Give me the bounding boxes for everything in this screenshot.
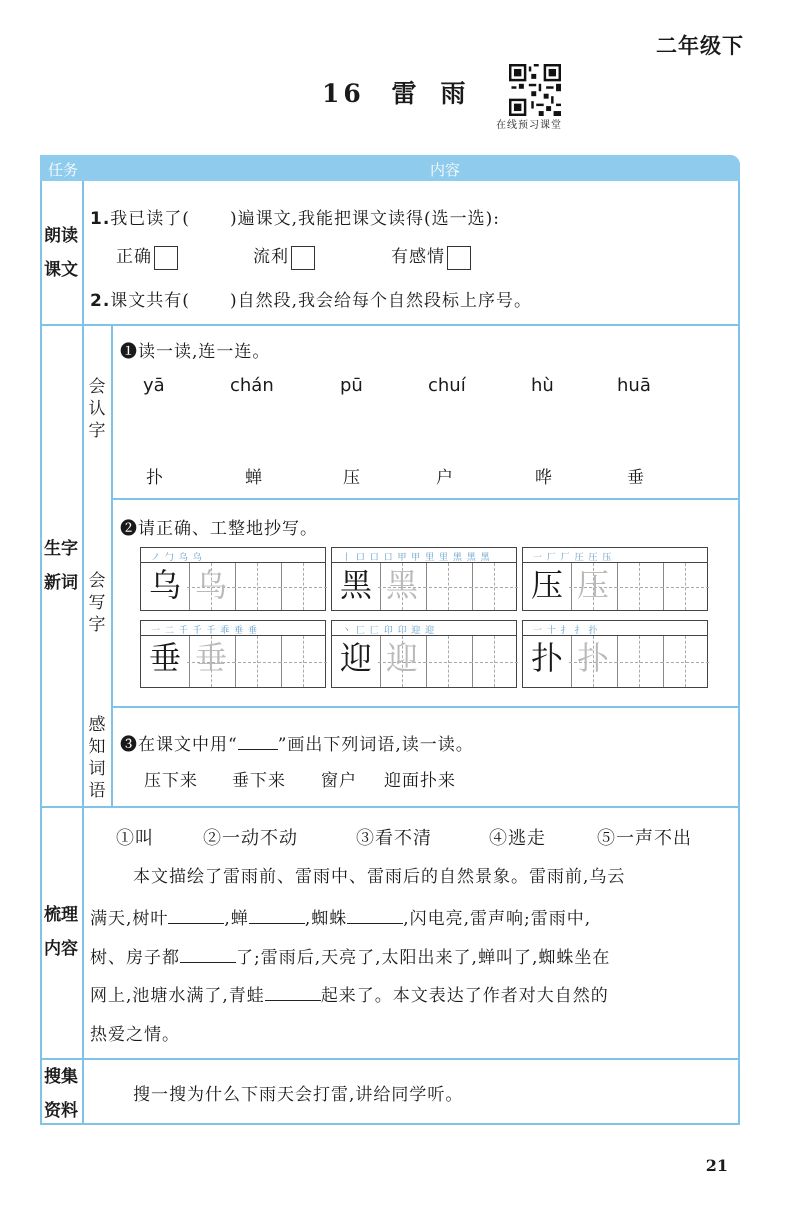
lesson-title: [322, 74, 490, 110]
header-task: 任务: [48, 161, 79, 179]
model-character: 迎: [339, 639, 372, 677]
header-content: 内容: [430, 161, 461, 179]
writing-cell[interactable]: [661, 563, 709, 610]
model-character: 扑: [530, 639, 563, 677]
pinyin-item[interactable]: pū: [340, 375, 363, 396]
writing-cell[interactable]: [424, 563, 473, 610]
fill-blank[interactable]: [265, 982, 321, 1001]
checkbox[interactable]: [291, 246, 315, 270]
section-label-research: 搜集 资料: [44, 1067, 78, 1121]
row-divider: [40, 324, 740, 326]
perceive-word: 压下来: [144, 771, 198, 791]
checkbox[interactable]: [447, 246, 471, 270]
hanzi-item[interactable]: 户: [436, 468, 453, 488]
stroke-order: 丨 口 口 口 甲 甲 里 里 黑 黑 黑: [342, 553, 491, 563]
stroke-order: 丶 匚 匚 卬 卬 迎 迎: [342, 626, 436, 636]
summary-line: 本文描绘了雷雨前、雷雨中、雷雨后的自然景象。雷雨前,乌云: [133, 867, 626, 887]
writing-cell[interactable]: [615, 636, 664, 687]
lesson-title-char: 雷: [391, 79, 421, 108]
writing-box: [522, 547, 708, 611]
pinyin-item[interactable]: hù: [531, 375, 554, 396]
qr-label: 在线预习课堂: [496, 120, 562, 131]
sub-label-perceive: 感 知 词 语: [88, 715, 106, 801]
fill-blank[interactable]: [168, 905, 224, 924]
perceive-word: 迎面扑来: [384, 771, 456, 791]
model-character: 乌: [148, 566, 181, 604]
writing-cell[interactable]: [279, 636, 327, 687]
writing-cell[interactable]: [233, 563, 282, 610]
grade-label: 二年级下: [656, 34, 744, 58]
choice-item: ②一动不动: [203, 828, 298, 849]
trace-character: 乌: [194, 566, 227, 604]
writing-box: [331, 620, 517, 688]
trace-character: 扑: [576, 639, 609, 677]
trace-character: 垂: [194, 639, 227, 677]
perceive-instruction: ❸在课文中用“ ”画出下列词语,读一读。: [120, 730, 474, 755]
page-number: 21: [705, 1156, 728, 1175]
qr-code-icon[interactable]: [509, 64, 561, 116]
model-character: 压: [530, 566, 563, 604]
sub-label-recognize: 会 认 字: [88, 377, 106, 441]
trace-character: 迎: [385, 639, 418, 677]
row-divider: [111, 706, 740, 708]
research-task: 搜一搜为什么下雨天会打雷,讲给同学听。: [133, 1085, 464, 1105]
summary-line: 热爱之情。: [90, 1025, 180, 1045]
pinyin-item[interactable]: chán: [230, 375, 274, 396]
pinyin-item[interactable]: yā: [143, 375, 165, 396]
model-character: 黑: [339, 566, 372, 604]
trace-character: 压: [576, 566, 609, 604]
summary-line: 树、房子都 了;雷雨后,天亮了,太阳出来了,蝉叫了,蜘蛛坐在: [90, 943, 610, 968]
section-label-summary: 梳理 内容: [44, 905, 78, 959]
sub-column-divider: [111, 325, 113, 807]
hanzi-item[interactable]: 哗: [535, 468, 552, 488]
lesson-number: 16: [322, 79, 365, 108]
hanzi-item[interactable]: 压: [343, 468, 360, 488]
stroke-order: 一 十 扌 扌 扑: [533, 626, 599, 636]
fill-blank[interactable]: [249, 905, 305, 924]
reading-option: 流利: [253, 242, 315, 270]
fill-blank[interactable]: [347, 905, 403, 924]
stroke-order: 一 厂 厂 圧 圧 压: [533, 553, 613, 563]
pinyin-item[interactable]: chuí: [428, 375, 466, 396]
section-label-new-words: 生字 新词: [44, 539, 78, 593]
reading-option: 正确: [116, 242, 178, 270]
row-divider: [40, 806, 740, 808]
pinyin-item[interactable]: huā: [617, 375, 651, 396]
writing-cell[interactable]: [424, 636, 473, 687]
row-divider: [40, 1058, 740, 1060]
writing-box: [140, 620, 326, 688]
writing-cell[interactable]: [470, 563, 518, 610]
stroke-order: 一 二 千 千 千 乖 垂 垂: [151, 626, 259, 636]
fill-blank[interactable]: [180, 944, 236, 963]
writing-cell[interactable]: [233, 636, 282, 687]
reading-option: 有感情: [391, 242, 471, 270]
writing-cell[interactable]: [279, 563, 327, 610]
writing-box: [522, 620, 708, 688]
choice-item: ⑤一声不出: [597, 828, 692, 849]
writing-cell[interactable]: [615, 563, 664, 610]
hanzi-item[interactable]: 垂: [627, 468, 644, 488]
row-divider: [111, 498, 740, 500]
reading-question-2: 2.课文共有( )自然段,我会给每个自然段标上序号。: [90, 291, 532, 311]
stroke-order: ノ 勹 乌 乌: [151, 553, 203, 563]
writing-cell[interactable]: [470, 636, 518, 687]
writing-box: [331, 547, 517, 611]
table-header: [40, 155, 740, 181]
summary-line: 满天,树叶 ,蝉 ,蜘蛛 ,闪电亮,雷声响;雷雨中,: [90, 904, 591, 929]
choice-item: ①叫: [116, 828, 154, 849]
hanzi-item[interactable]: 蝉: [245, 468, 262, 488]
perceive-word: 窗户: [321, 771, 357, 791]
model-character: 垂: [148, 639, 181, 677]
checkbox[interactable]: [154, 246, 178, 270]
trace-character: 黑: [385, 566, 418, 604]
sub-label-write: 会 写 字: [88, 571, 106, 635]
writing-cell[interactable]: [661, 636, 709, 687]
column-divider: [82, 181, 84, 1125]
section-label-reading: 朗读 课文: [44, 226, 78, 280]
reading-question-1: 1.我已读了( )遍课文,我能把课文读得(选一选):: [90, 209, 500, 229]
perceive-word: 垂下来: [232, 771, 286, 791]
lesson-title-char: 雨: [440, 79, 470, 108]
hanzi-item[interactable]: 扑: [146, 468, 163, 488]
choice-item: ④逃走: [489, 828, 546, 849]
choice-item: ③看不清: [356, 828, 432, 849]
summary-line: 网上,池塘水满了,青蛙 起来了。本文表达了作者对大自然的: [90, 981, 609, 1006]
writing-box: [140, 547, 326, 611]
recognize-instruction: ❶读一读,连一连。: [120, 342, 271, 362]
write-instruction: ❷请正确、工整地抄写。: [120, 519, 318, 539]
